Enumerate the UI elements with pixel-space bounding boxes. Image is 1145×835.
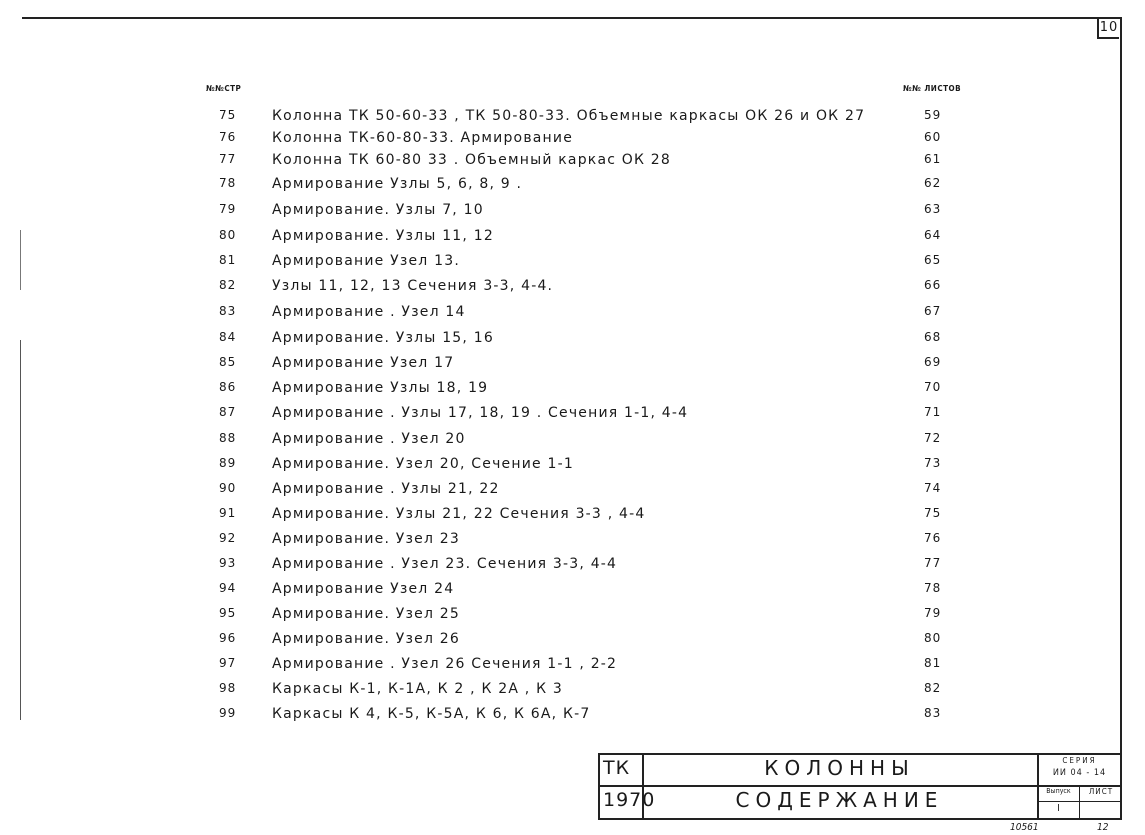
item-sheet-number: 79 [924,606,942,620]
item-title: Армирование Узел 17 [272,355,455,371]
item-number: 86 [219,380,237,394]
item-sheet-number: 72 [924,431,942,445]
item-number: 99 [219,706,237,720]
frame-top-line [22,17,1122,19]
list-item [0,656,1145,676]
item-sheet-number: 67 [924,304,942,318]
item-sheet-number: 78 [924,581,942,595]
item-number: 87 [219,405,237,419]
item-number: 79 [219,202,237,216]
item-title: Колонна ТК 50-60-33 , ТК 50-80-33. Объемные каркасы ОК 26 и ОК 27 [272,108,866,124]
list-item [0,304,1145,324]
item-sheet-number: 76 [924,531,942,545]
item-number: 78 [219,176,237,190]
item-sheet-number: 73 [924,456,942,470]
list-item [0,456,1145,476]
item-sheet-number: 75 [924,506,942,520]
item-sheet-number: 80 [924,631,942,645]
item-number: 91 [219,506,237,520]
footer-sheet-number: 12 [1097,822,1109,833]
list-item [0,130,1145,150]
list-item [0,681,1145,701]
document-subtitle: СОДЕРЖАНИЕ [735,788,944,812]
item-title: Армирование . Узел 14 [272,304,466,320]
item-title: Армирование . Узел 26 Сечения 1-1 , 2-2 [272,656,618,672]
item-title: Колонна ТК-60-80-33. Армирование [272,130,574,146]
item-number: 96 [219,631,237,645]
item-sheet-number: 70 [924,380,942,394]
item-title: Узлы 11, 12, 13 Сечения 3-3, 4-4. [272,278,554,294]
item-number: 80 [219,228,237,242]
item-title: Армирование. Узлы 7, 10 [272,202,484,218]
item-title: Армирование. Узлы 11, 12 [272,228,494,244]
item-title: Армирование Узлы 5, 6, 8, 9 . [272,176,523,192]
item-number: 77 [219,152,237,166]
item-title: Армирование . Узел 23. Сечения 3-3, 4-4 [272,556,618,572]
item-sheet-number: 77 [924,556,942,570]
item-sheet-number: 83 [924,706,942,720]
item-title: Армирование Узел 24 [272,581,455,597]
item-sheet-number: 65 [924,253,942,267]
item-sheet-number: 62 [924,176,942,190]
item-title: Армирование. Узлы 15, 16 [272,330,494,346]
list-item [0,253,1145,273]
document-number: 10561 [1010,822,1039,833]
item-title: Армирование. Узлы 21, 22 Сечения 3-3 , 4-4 [272,506,646,522]
sheet-column-header: №№ ЛИСТОВ [903,84,962,93]
item-number: 75 [219,108,237,122]
item-number: 93 [219,556,237,570]
item-title: Каркасы К 4, К-5, К-5А, К 6, К 6А, К-7 [272,706,591,722]
item-number: 92 [219,531,237,545]
item-number: 88 [219,431,237,445]
item-number: 94 [219,581,237,595]
item-number: 89 [219,456,237,470]
issue-value: I [1057,803,1060,814]
title-block-code: ТК [603,757,631,779]
list-item [0,330,1145,350]
list-item [0,556,1145,576]
list-item [0,228,1145,248]
list-item [0,431,1145,451]
list-item [0,152,1145,172]
item-title: Армирование. Узел 26 [272,631,460,647]
document-title: КОЛОННЫ [764,756,915,780]
item-sheet-number: 61 [924,152,942,166]
series-label: СЕРИЯ [1062,756,1097,765]
item-sheet-number: 74 [924,481,942,495]
item-sheet-number: 81 [924,656,942,670]
item-title: Армирование. Узел 20, Сечение 1-1 [272,456,574,472]
list-item [0,405,1145,425]
list-item [0,481,1145,501]
list-item [0,278,1145,298]
item-number: 98 [219,681,237,695]
title-block-year: 1970 [603,789,656,811]
item-number: 95 [219,606,237,620]
list-item [0,108,1145,128]
list-item [0,706,1145,726]
item-sheet-number: 69 [924,355,942,369]
item-number: 82 [219,278,237,292]
item-sheet-number: 60 [924,130,942,144]
item-number: 76 [219,130,237,144]
list-item [0,531,1145,551]
title-block-divider [1037,801,1122,802]
item-title: Армирование Узел 13. [272,253,460,269]
item-sheet-number: 63 [924,202,942,216]
page-number-column-header: №№СТР [206,84,242,93]
item-title: Армирование . Узлы 17, 18, 19 . Сечения 1-1, 4-4 [272,405,689,421]
list-item [0,176,1145,196]
item-number: 83 [219,304,237,318]
item-sheet-number: 66 [924,278,942,292]
item-sheet-number: 64 [924,228,942,242]
page-number-box: 10 [1097,17,1119,39]
list-item [0,506,1145,526]
item-number: 84 [219,330,237,344]
list-item [0,606,1145,626]
item-title: Колонна ТК 60-80 33 . Объемный каркас ОК 28 [272,152,671,168]
item-sheet-number: 82 [924,681,942,695]
item-title: Армирование. Узел 23 [272,531,460,547]
item-number: 97 [219,656,237,670]
item-number: 85 [219,355,237,369]
item-title: Армирование . Узлы 21, 22 [272,481,500,497]
item-sheet-number: 71 [924,405,942,419]
list-item [0,380,1145,400]
item-title: Каркасы К-1, К-1А, К 2 , К 2А , К 3 [272,681,563,697]
item-title: Армирование Узлы 18, 19 [272,380,489,396]
list-item [0,631,1145,651]
sheet-label: ЛИСТ [1088,787,1114,796]
series-value: ИИ 04 - 14 [1052,768,1107,778]
list-item [0,581,1145,601]
list-item [0,355,1145,375]
item-sheet-number: 68 [924,330,942,344]
item-sheet-number: 59 [924,108,942,122]
issue-label: Выпуск [1046,787,1071,795]
item-title: Армирование . Узел 20 [272,431,466,447]
list-item [0,202,1145,222]
item-number: 81 [219,253,237,267]
item-title: Армирование. Узел 25 [272,606,460,622]
item-number: 90 [219,481,237,495]
